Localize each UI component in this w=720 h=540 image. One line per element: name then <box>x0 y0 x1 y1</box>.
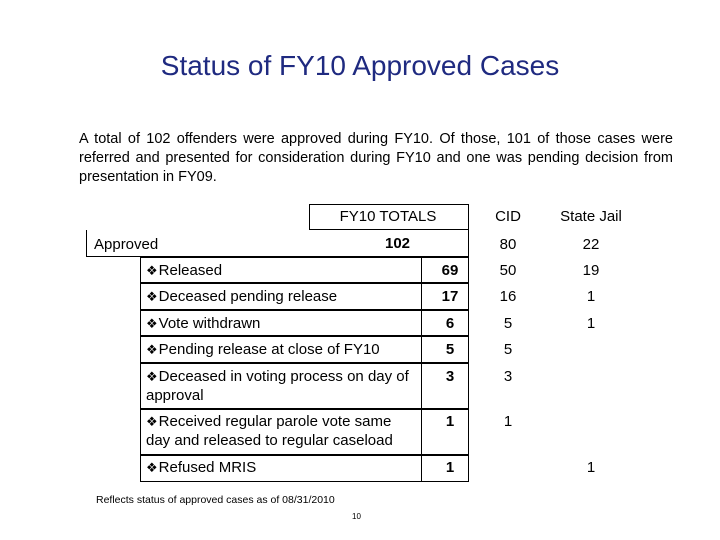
page-number: 10 <box>352 512 361 521</box>
row-label: ❖Refused MRIS <box>146 459 257 476</box>
row-divider <box>421 363 422 409</box>
bullet-icon: ❖ <box>146 460 158 475</box>
row-label: ❖Received regular parole vote same day and released to regular caseload <box>146 413 393 449</box>
row-total: 1 <box>445 413 455 430</box>
intro-paragraph: A total of 102 offenders were approved during FY10. Of those, 101 of those cases were referred and presented for consideration during FY10 and one was pending decision from presentation in FY09. <box>79 131 673 185</box>
row-cid: 1 <box>503 413 513 430</box>
row-cid: 3 <box>503 368 513 385</box>
row-divider <box>421 409 422 455</box>
row-label: ❖Released <box>146 262 223 279</box>
row-state-jail: 1 <box>586 315 596 332</box>
approved-total: 102 <box>385 235 411 252</box>
row-state-jail: 19 <box>582 262 600 279</box>
page-title: Status of FY10 Approved Cases <box>160 50 560 81</box>
row-total: 6 <box>445 315 455 332</box>
bullet-icon: ❖ <box>146 342 158 357</box>
row-total: 17 <box>441 288 459 305</box>
row-cid: 5 <box>503 315 513 332</box>
row-divider <box>421 455 422 482</box>
bullet-icon: ❖ <box>146 414 158 429</box>
row-state-jail: 1 <box>586 459 596 476</box>
approved-state-jail: 22 <box>582 236 600 253</box>
row-total: 3 <box>445 368 455 385</box>
row-cid: 5 <box>503 341 513 358</box>
row-label: ❖Pending release at close of FY10 <box>146 341 380 358</box>
bullet-icon: ❖ <box>146 289 158 304</box>
state-jail-header: State Jail <box>560 208 622 225</box>
row-total: 5 <box>445 341 455 358</box>
totals-header: FY10 TOTALS <box>339 208 437 225</box>
cid-header: CID <box>495 208 521 225</box>
row-total: 1 <box>445 459 455 476</box>
approved-label: Approved <box>94 236 159 253</box>
row-label: ❖Deceased in voting process on day of approval <box>146 368 409 404</box>
row-divider <box>421 336 422 363</box>
row-cid: 50 <box>499 262 517 279</box>
footnote: Reflects status of approved cases as of 08/31/2010 <box>96 494 335 506</box>
bullet-icon: ❖ <box>146 369 158 384</box>
row-cid: 16 <box>499 288 517 305</box>
row-divider <box>421 283 422 310</box>
row-divider <box>421 310 422 336</box>
row-state-jail: 1 <box>586 288 596 305</box>
row-label: ❖Vote withdrawn <box>146 315 261 332</box>
bullet-icon: ❖ <box>146 263 158 278</box>
row-divider <box>421 257 422 283</box>
row-label: ❖Deceased pending release <box>146 288 338 305</box>
row-total: 69 <box>441 262 459 279</box>
approved-cid: 80 <box>499 236 517 253</box>
bullet-icon: ❖ <box>146 316 158 331</box>
